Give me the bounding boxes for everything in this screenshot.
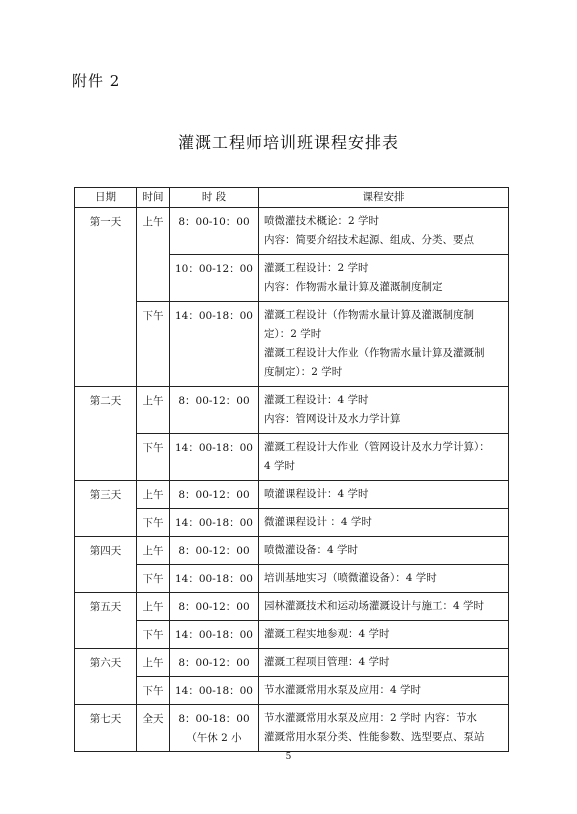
content-cell xyxy=(259,593,509,621)
time-cell: 14：00-18：00 xyxy=(170,621,259,649)
period-cell: 上午 xyxy=(137,649,170,677)
period-cell: 下午 xyxy=(137,434,170,481)
content-cell xyxy=(259,565,509,593)
content-line: 灌溉工程设计大作业（作物需水量计算及灌溉制 xyxy=(264,347,485,359)
document-title: 灌溉工程师培训班课程安排表 xyxy=(177,133,399,152)
content-line: 灌溉工程设计（作物需水量计算及灌溉制度制 xyxy=(264,309,474,321)
header-period: 时间 xyxy=(137,188,170,208)
content-line: 微灌课程设计 ：4 学时 xyxy=(264,516,372,528)
period-cell: 下午 xyxy=(137,302,170,387)
period-cell: 上午 xyxy=(137,481,170,509)
time-cell: 8：00-12：00 xyxy=(170,593,259,621)
table-row xyxy=(75,509,509,537)
table-row xyxy=(75,434,509,481)
content-cell xyxy=(259,481,509,509)
table-row xyxy=(75,481,509,509)
table-row xyxy=(75,621,509,649)
attachment-label: 附件 2 xyxy=(72,72,121,90)
content-line: 灌溉常用水泵分类、性能参数、选型要点、泵站 xyxy=(264,731,485,743)
time-cell: 8：00-10：00 xyxy=(170,208,259,255)
table-row xyxy=(75,302,509,387)
day-cell: 第五天 xyxy=(75,593,137,649)
table-row xyxy=(75,593,509,621)
time-cell: 14：00-18：00 xyxy=(170,677,259,705)
content-cell xyxy=(259,621,509,649)
period-cell: 全天 xyxy=(137,705,170,752)
period-cell: 上午 xyxy=(137,208,170,302)
time-cell: 14：00-18：00 xyxy=(170,565,259,593)
content-cell xyxy=(259,509,509,537)
period-cell: 上午 xyxy=(137,387,170,434)
time-cell: 10：00-12：00 xyxy=(170,255,259,302)
content-line: 内容：管网设计及水力学计算 xyxy=(264,413,401,425)
content-line: 灌溉工程设计：4 学时 xyxy=(264,394,369,406)
content-line: 4 学时 xyxy=(264,460,296,472)
schedule-table xyxy=(74,187,509,752)
time-cell: 8：00-12：00 xyxy=(170,387,259,434)
time-cell: 8：00-18：00（午休 2 小 xyxy=(170,705,259,752)
period-cell: 上午 xyxy=(137,537,170,565)
content-line: 喷微灌技术概论：2 学时 xyxy=(264,215,380,227)
content-line: 定）：2 学时 xyxy=(264,328,322,340)
period-cell: 下午 xyxy=(137,565,170,593)
table-row xyxy=(75,565,509,593)
content-line: 内容：作物需水量计算及灌溉制度制定 xyxy=(264,281,443,293)
content-line: 园林灌溉技术和运动场灌溉设计与施工：4 学时 xyxy=(264,600,485,612)
time-cell: 14：00-18：00 xyxy=(170,302,259,387)
content-cell xyxy=(259,677,509,705)
table-row xyxy=(75,208,509,255)
content-cell xyxy=(259,302,509,387)
header-time: 时 段 xyxy=(170,188,259,208)
content-line: 灌溉工程实地参观：4 学时 xyxy=(264,628,390,640)
day-cell: 第一天 xyxy=(75,208,137,387)
content-cell xyxy=(259,537,509,565)
content-line: 灌溉工程设计：2 学时 xyxy=(264,262,369,274)
header-day: 日期 xyxy=(75,188,137,208)
content-line: 喷灌课程设计：4 学时 xyxy=(264,488,369,500)
content-line: 喷微灌设备：4 学时 xyxy=(264,544,359,556)
content-cell xyxy=(259,387,509,434)
period-cell: 上午 xyxy=(137,593,170,621)
period-cell: 下午 xyxy=(137,509,170,537)
content-cell xyxy=(259,649,509,677)
content-line: 度制定）：2 学时 xyxy=(264,366,343,378)
content-cell xyxy=(259,434,509,481)
table-row xyxy=(75,387,509,434)
day-cell: 第七天 xyxy=(75,705,137,752)
content-line: 灌溉工程项目管理：4 学时 xyxy=(264,656,390,668)
time-cell: 8：00-12：00 xyxy=(170,537,259,565)
table-header-row xyxy=(75,188,509,208)
content-line: 培训基地实习（喷微灌设备）：4 学时 xyxy=(264,572,437,584)
content-line: 内容：简要介绍技术起源、组成、分类、要点 xyxy=(264,234,474,246)
page-number: 5 xyxy=(285,752,292,762)
day-cell: 第二天 xyxy=(75,387,137,481)
content-line: 节水灌溉常用水泵及应用：4 学时 xyxy=(264,684,422,696)
period-cell: 下午 xyxy=(137,621,170,649)
table-row xyxy=(75,537,509,565)
time-cell: 14：00-18：00 xyxy=(170,509,259,537)
content-cell xyxy=(259,705,509,752)
schedule-body xyxy=(75,208,509,752)
content-cell xyxy=(259,255,509,302)
content-line: 节水灌溉常用水泵及应用：2 学时 内容：节水 xyxy=(264,712,477,724)
time-cell: 8：00-12：00 xyxy=(170,481,259,509)
day-cell: 第三天 xyxy=(75,481,137,537)
day-cell: 第六天 xyxy=(75,649,137,705)
header-content: 课程安排 xyxy=(259,188,509,208)
content-line: 灌溉工程设计大作业（管网设计及水力学计算）： xyxy=(264,441,490,453)
time-cell: 8：00-12：00 xyxy=(170,649,259,677)
time-cell: 14：00-18：00 xyxy=(170,434,259,481)
day-cell: 第四天 xyxy=(75,537,137,593)
table-row xyxy=(75,705,509,752)
table-row xyxy=(75,677,509,705)
table-row xyxy=(75,649,509,677)
content-cell xyxy=(259,208,509,255)
period-cell: 下午 xyxy=(137,677,170,705)
